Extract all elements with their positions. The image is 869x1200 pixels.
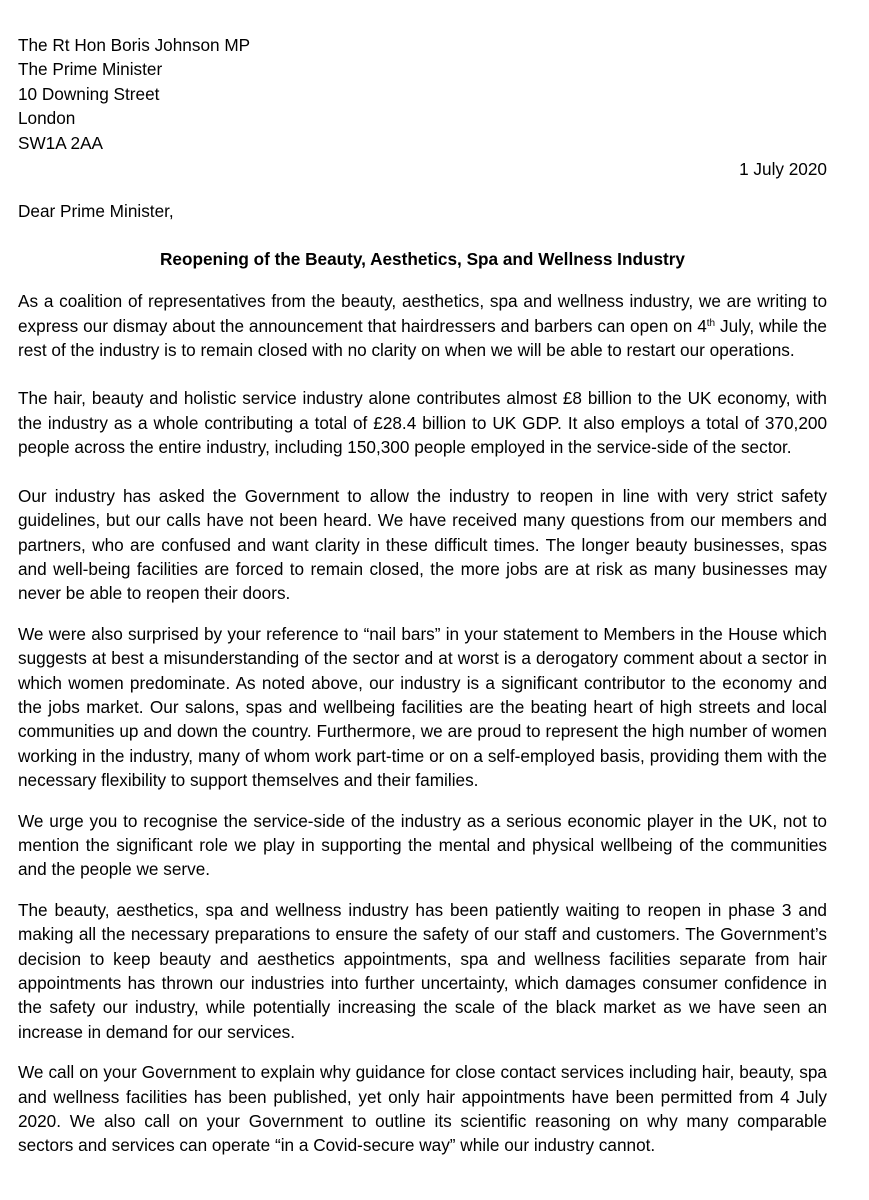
letter-subject: Reopening of the Beauty, Aesthetics, Spa and Wellness Industry xyxy=(160,248,685,269)
paragraph-1-text-start: As a coalition of representatives from the beauty, aesthetics, spa and wellness industry, we are writing to express our dismay about the announcement that hairdressers and barbers can open on 4 xyxy=(18,291,827,336)
ordinal-suffix: th xyxy=(706,317,716,329)
recipient-name: The Rt Hon Boris Johnson MP xyxy=(18,35,251,55)
paragraph-7: We call on your Government to explain why guidance for close contact services including hair, beauty, spa and wellness facilities has been published, yet only hair appointments have been permitted from 4 July 2020. We also call on your Government to outline its scientific reasoning on why many comparable sectors and services can operate “in a Covid-secure way” while our industry cannot. xyxy=(18,1062,827,1156)
recipient-city: London xyxy=(18,108,76,129)
salutation: Dear Prime Minister, xyxy=(18,201,174,222)
paragraph-4: We were also surprised by your reference to “nail bars” in your statement to Members in the House which suggests at best a misunderstanding of the sector and at worst is a derogatory comment about a sector in which women predominate. As noted above, our industry is a significant contributor to the economy and the jobs market. Our salons, spas and wellbeing facilities are the beating heart of high streets and local communities up and down the country. Furthermore, we are proud to represent the high number of women working in the industry, many of whom work part-time or on a self-employed basis, providing them with the necessary flexibility to support themselves and their families. xyxy=(18,623,827,791)
recipient-address xyxy=(18,33,827,155)
letter-date: 1 July 2020 xyxy=(739,159,827,180)
paragraph-2: The hair, beauty and holistic service industry alone contributes almost £8 billion to the UK economy, with the industry as a whole contributing a total of £28.4 billion to UK GDP. It also employs a total of 370,200 people across the entire industry, including 150,300 people employed in the service-side of the sector. xyxy=(18,388,827,458)
recipient-street: 10 Downing Street xyxy=(18,83,160,104)
recipient-postcode: SW1A 2AA xyxy=(18,132,104,153)
paragraph-1-text-end: July, while the rest of the industry is to remain closed with no clarity on when we will be able to restart our operations. xyxy=(18,315,827,361)
paragraph-1 xyxy=(18,289,827,362)
letter-page xyxy=(18,33,827,1158)
recipient-title: The Prime Minister xyxy=(18,59,163,80)
paragraph-3: Our industry has asked the Government to allow the industry to reopen in line with very strict safety guidelines, but our calls have not been heard. We have received many questions from our members and partners, who are confused and want clarity in these difficult times. The longer beauty businesses, spas and well-being facilities are forced to remain closed, the more jobs are at risk as many businesses may never be able to reopen their doors. xyxy=(18,485,827,604)
paragraph-5: We urge you to recognise the service-side of the industry as a serious economic player in the UK, not to mention the significant role we play in supporting the mental and physical wellbeing of the communities and the people we serve. xyxy=(18,810,827,880)
paragraph-6: The beauty, aesthetics, spa and wellness industry has been patiently waiting to reopen in phase 3 and making all the necessary preparations to ensure the safety of our staff and customers. The Government’s decision to keep beauty and aesthetics appointments, spa and wellness facilities separate from hair appointments has thrown our industries into further uncertainty, which damages consumer confidence in the safety our industry, while potentially increasing the scale of the black market as we have seen an increase in demand for our services. xyxy=(18,899,827,1042)
